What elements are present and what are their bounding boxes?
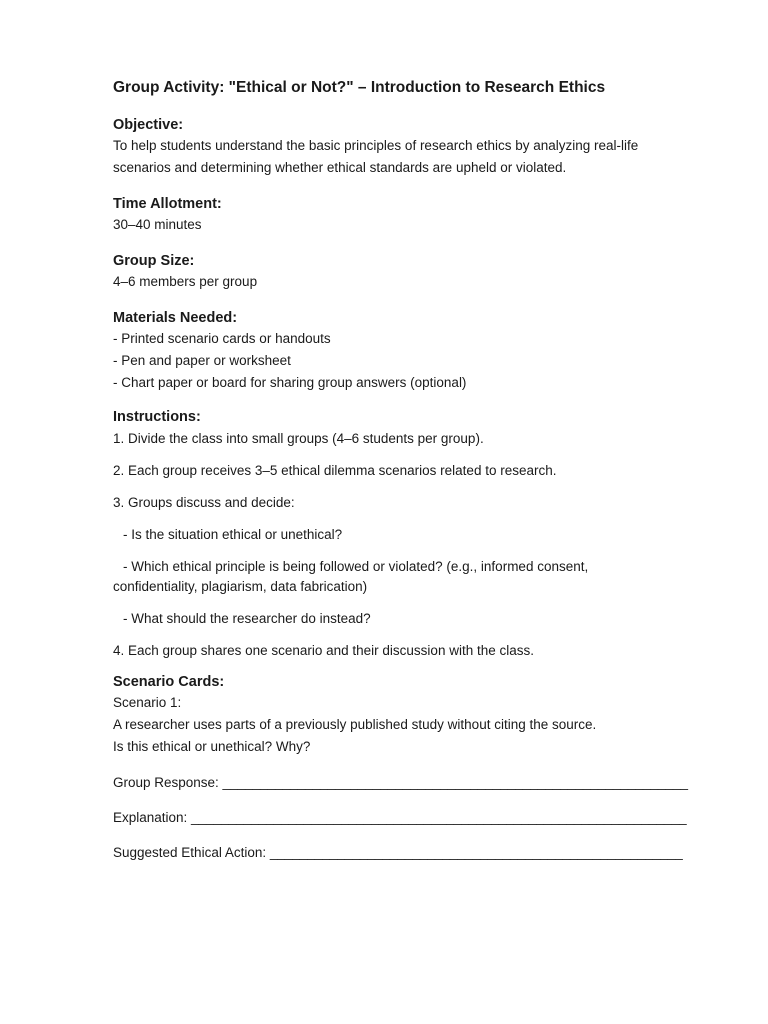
materials-item: - Printed scenario cards or handouts bbox=[113, 331, 331, 346]
materials-item: - Pen and paper or worksheet bbox=[113, 353, 291, 368]
time-allotment-text: 30–40 minutes bbox=[113, 217, 202, 232]
instruction-step-4: 4. Each group shares one scenario and their discussion with the class. bbox=[113, 643, 534, 658]
scenario-card bbox=[113, 692, 673, 758]
instructions-heading: Instructions: bbox=[113, 409, 201, 425]
group-response-field: Group Response: ______________________________________________________________ bbox=[113, 775, 689, 790]
instruction-step-2: 2. Each group receives 3–5 ethical dilemma scenarios related to research. bbox=[113, 463, 557, 478]
objective-text: To help students understand the basic principles of research ethics by analyzing real-life scenarios and determining whether ethical standards are upheld or violated. bbox=[113, 138, 639, 175]
instruction-substep-2: - Which ethical principle is being followed or violated? (e.g., informed consent, confidentiality, plagiarism, data fabrication) bbox=[113, 559, 589, 594]
document-title: Group Activity: "Ethical or Not?" – Introduction to Research Ethics bbox=[113, 79, 606, 96]
materials-list bbox=[113, 328, 673, 394]
scenario-cards-heading: Scenario Cards: bbox=[113, 674, 225, 690]
instruction-step-3: 3. Groups discuss and decide: bbox=[113, 495, 295, 510]
document-page bbox=[113, 76, 689, 863]
scenario-description: A researcher uses parts of a previously published study without citing the source. bbox=[113, 717, 597, 732]
time-allotment-heading: Time Allotment: bbox=[113, 196, 222, 212]
materials-heading: Materials Needed: bbox=[113, 310, 238, 326]
explanation-field: Explanation: __________________________________________________________________ bbox=[113, 810, 687, 825]
instructions-list bbox=[113, 429, 673, 661]
group-size-heading: Group Size: bbox=[113, 253, 195, 269]
scenario-question: Is this ethical or unethical? Why? bbox=[113, 739, 311, 754]
materials-item: - Chart paper or board for sharing group answers (optional) bbox=[113, 375, 467, 390]
group-size-text: 4–6 members per group bbox=[113, 274, 258, 289]
instruction-substep-3: - What should the researcher do instead? bbox=[123, 611, 371, 626]
suggested-action-field: Suggested Ethical Action: _______________________________________________________ bbox=[113, 845, 683, 860]
instruction-step-1: 1. Divide the class into small groups (4–6 students per group). bbox=[113, 431, 484, 446]
objective-heading: Objective: bbox=[113, 117, 184, 133]
instruction-substep-1: - Is the situation ethical or unethical? bbox=[123, 527, 343, 542]
scenario-label: Scenario 1: bbox=[113, 695, 182, 710]
